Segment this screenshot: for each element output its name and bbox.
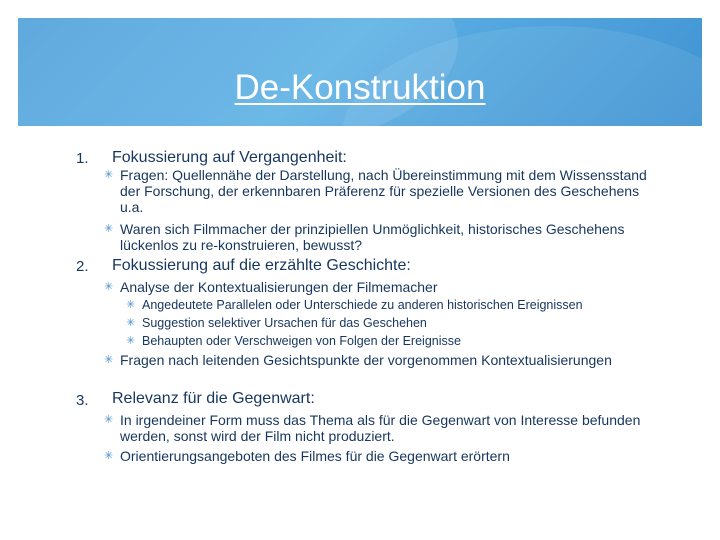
- bullet-star-icon: ✳: [104, 450, 114, 462]
- list-item: ✳ Orientierungsangeboten des Filmes für die Gegenwart erörtern: [104, 448, 510, 464]
- list-item: ✳ Fragen nach leitenden Gesichtspunkte der vorgenommen Kontextualisierungen: [104, 352, 612, 368]
- list-item: ✳ In irgendeiner Form muss das Thema als für die Gegenwart von Interesse befunden werden, sonst wird der Film nicht produziert.: [104, 412, 641, 444]
- sub-list-item: ✳ Angedeutete Parallelen oder Unterschiede zu anderen historischen Ereignissen: [126, 298, 583, 312]
- bullet-star-icon: ✳: [104, 169, 114, 181]
- content-area: [18, 126, 702, 522]
- section-title: Fokussierung auf die erzählte Geschichte:: [112, 257, 411, 274]
- section-number: 2.: [76, 258, 89, 275]
- list-item: ✳ Waren sich Filmmacher der prinzipiellen Unmöglichkeit, historisches Geschehens lückenlos zu re-konstruieren, bewusst?: [104, 221, 625, 253]
- bullet-star-icon: ✳: [104, 281, 114, 293]
- bullet-star-icon: ✳: [126, 299, 136, 311]
- bullet-star-icon: ✳: [126, 317, 136, 329]
- list-item: ✳ Fragen: Quellennähe der Darstellung, nach Übereinstimmung mit dem Wissensstand der Forschung, der erkennbaren Präferenz für spezielle Versionen des Geschehens u.a.: [104, 167, 647, 215]
- bullet-star-icon: ✳: [104, 354, 114, 366]
- section-title: Relevanz für die Gegenwart:: [112, 390, 315, 407]
- list-item: ✳ Analyse der Kontextualisierungen der Filmemacher: [104, 279, 438, 295]
- bullet-star-icon: ✳: [104, 223, 114, 235]
- page-title: De-Konstruktion: [234, 68, 486, 107]
- section-title: Fokussierung auf Vergangenheit:: [112, 149, 347, 166]
- sub-list-item: ✳ Suggestion selektiver Ursachen für das Geschehen: [126, 316, 427, 330]
- bullet-star-icon: ✳: [126, 335, 136, 347]
- title-band: [18, 18, 702, 126]
- section-number: 1.: [76, 150, 89, 167]
- bullet-star-icon: ✳: [104, 414, 114, 426]
- sub-list-item: ✳ Behaupten oder Verschweigen von Folgen der Ereignisse: [126, 334, 461, 348]
- section-number: 3.: [76, 392, 89, 409]
